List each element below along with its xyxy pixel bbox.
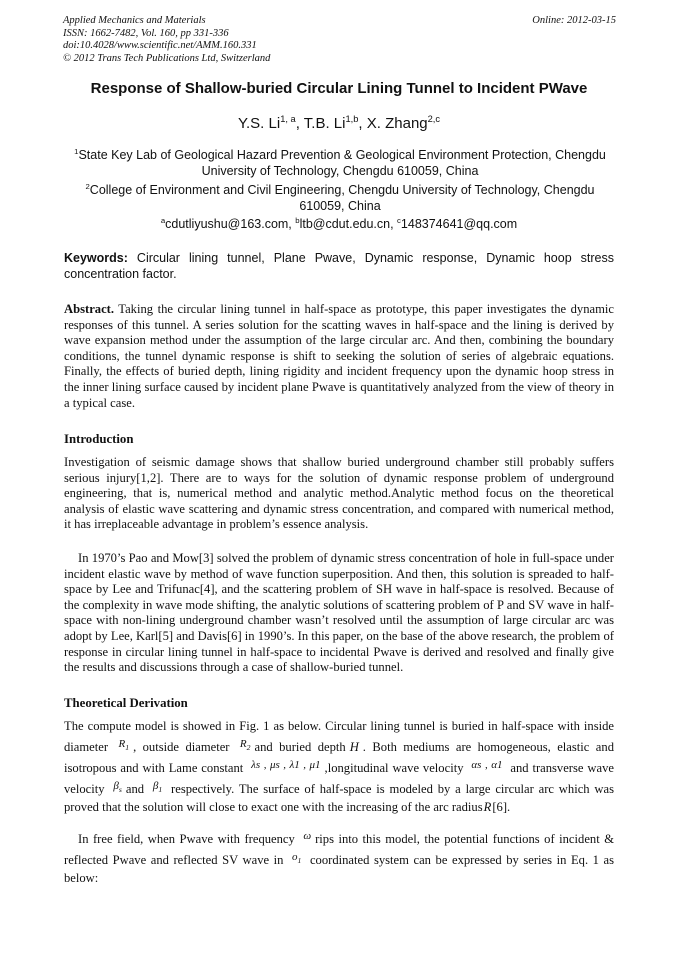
affiliation	[70, 144, 610, 179]
symbol-origin	[292, 851, 301, 863]
text-run: and transverse wave velocity	[64, 760, 614, 796]
symbol-subscript: 2	[246, 742, 251, 752]
author-name: T.B. Li	[303, 115, 346, 132]
text-run: . Both mediums are homogeneous, elastic and isotropous and with Lame constant	[64, 739, 614, 775]
symbol-arc-radius: R	[483, 799, 492, 814]
author-affil-mark: 1,b	[345, 114, 359, 124]
author-affil-mark: 2,c	[427, 114, 441, 124]
section-heading-theory: Theoretical Derivation	[64, 696, 188, 710]
text-run: rips into this model, the potential functions of incident & reflected Pwave and reflected SV wave in	[64, 832, 614, 867]
symbol-lame-constants: λs , μs , λ1 , μ1	[251, 758, 321, 771]
symbol-letter: R	[118, 737, 126, 750]
theory-paragraph	[64, 828, 614, 888]
keywords-text: Circular lining tunnel, Plane Pwave, Dynamic response, Dynamic hoop stress concentration factor.	[64, 251, 614, 281]
text-run: ,longitudinal wave velocity	[324, 760, 468, 775]
symbol-letter: β	[113, 779, 119, 792]
affiliation-mark: 2	[85, 182, 90, 191]
abstract-label: Abstract.	[64, 302, 115, 316]
text-run: and buried depth	[254, 739, 346, 754]
symbol-subscript: s	[118, 784, 122, 794]
intro-paragraph: In 1970’s Pao and Mow[3] solved the problem of dynamic stress concentration of hole in full-space under incident elastic wave by method of wave function superposition. And then, this solution is spreaded to half-space by Lee and Trifunac[4], and the scattering problem of SH wave in half-space is resolved. Because of the complexity in wave mode shifting, the analytic solutions of scattering problem of P and SV wave in half-space with non-lining underground chamber wasn’t resolved until the assumption of large circular arc was adopt by Lee, Karl[5] and Davis[6] in 1990’s. In this paper, on the base of the above research, the problem of response in circular lining tunnel in half-space to incidental Pwave is derived and resolved and finally give the results and discussions through a case of shallow-buried tunnel.	[64, 551, 614, 675]
text-run: The compute model is showed in Fig. 1 as below. Circular lining tunnel is buried in half-space with inside diameter	[64, 719, 614, 754]
symbol-letter: o	[292, 850, 298, 863]
email-mark: b	[295, 216, 300, 225]
symbol-frequency: ω	[303, 830, 312, 842]
email-address: cdutliyushu@163.com,	[165, 217, 296, 232]
intro-paragraph: Investigation of seismic damage shows that shallow buried underground chamber still probably suffers serious injury[1,2]. There are to ways for the solution of dynamic response problem of underground engineering, that is, numerical method and analytic method.Analytic method focus on the theoretical analysis of elastic wave scattering and dynamic stress concentration, and compared with numerical method, it has irreplaceable advantage in problem’s essence analysis.	[64, 455, 614, 532]
theory-paragraph	[64, 718, 614, 816]
affiliation-text: College of Environment and Civil Engineering, Chengdu University of Technology, Chengdu 610059, China	[89, 183, 595, 214]
author-affil-mark: 1, a	[280, 114, 296, 124]
keywords	[64, 250, 614, 282]
symbol-s-velocity-s	[113, 780, 121, 792]
journal-header	[63, 15, 616, 65]
symbol-letter: β	[152, 779, 159, 792]
affiliation-text: State Key Lab of Geological Hazard Prevention & Geological Environment Protection, Chengdu University of Technology, Chengdu 610059, China	[78, 148, 606, 179]
symbol-depth: H	[349, 739, 359, 754]
author-name: Y.S. Li	[237, 115, 281, 132]
symbol-s-velocity-1	[153, 780, 162, 792]
text-run: coordinated system can be expressed by series in Eq. 1 as below:	[64, 852, 614, 885]
abstract	[64, 302, 614, 411]
symbol-outer-diameter	[240, 738, 251, 750]
journal-name: Applied Mechanics and Materials	[63, 15, 206, 26]
text-run: and	[125, 781, 149, 796]
symbol-subscript: 1	[158, 784, 163, 794]
email-mark: c	[397, 216, 401, 225]
affiliation-mark: 1	[74, 147, 79, 156]
email-address: ltb@cdut.edu.cn,	[299, 217, 398, 232]
symbol-p-velocity: αs , α1	[471, 758, 503, 771]
affiliation	[70, 179, 610, 214]
symbol-subscript: 1	[297, 855, 302, 865]
email-list	[40, 216, 638, 231]
paper-title: Response of Shallow-buried Circular Lining Tunnel to Incident PWave	[90, 80, 588, 97]
text-run: [6].	[492, 799, 511, 814]
email-mark: a	[160, 216, 166, 225]
email-address: 148374641@qq.com	[400, 217, 518, 232]
section-heading-introduction: Introduction	[64, 432, 134, 446]
author-name: X. Zhang	[366, 115, 428, 132]
text-run: respectively. The surface of half-space is modeled by a large circular arc which was proved that the solution will close to exact one with the increasing of the arc radius	[64, 781, 614, 814]
author-list: Y.S. Li$^{1, a}$, T.B. Li$^{1,b}$, X. Zhang$^{2,c}$	[237, 114, 441, 132]
text-run: , outside diameter	[133, 739, 236, 754]
text-run: In free field, when Pwave with frequency	[78, 832, 300, 846]
keywords-label: Keywords:	[64, 251, 128, 265]
copyright-line: © 2012 Trans Tech Publications Ltd, Switzerland	[63, 52, 271, 64]
symbol-letter: R	[239, 737, 247, 750]
issn-line: ISSN: 1662-7482, Vol. 160, pp 331-336	[63, 27, 229, 39]
symbol-subscript: 1	[125, 742, 130, 752]
online-date: Online: 2012-03-15	[532, 15, 616, 26]
symbol-inner-diameter	[118, 738, 129, 750]
abstract-text: Taking the circular lining tunnel in half-space as prototype, this paper investigates the dynamic responses of this tunnel. A series solution for the scatting waves in half-space and the lining is derived by wave expansion method under the assumption of the large circular arc. And then, combining the boundary conditions, the tunnel dynamic response is shift to seeking the solution of series of algebraic equations. Finally, the effects of buried depth, lining rigidity and incident frequency upon the dynamic hoop stress in the inner lining surface caused by incident plane Pwave is quantitatively analyzed from the view of theory in a typical case.	[64, 302, 614, 410]
doi-line: doi:10.4028/www.scientific.net/AMM.160.331	[63, 40, 257, 51]
